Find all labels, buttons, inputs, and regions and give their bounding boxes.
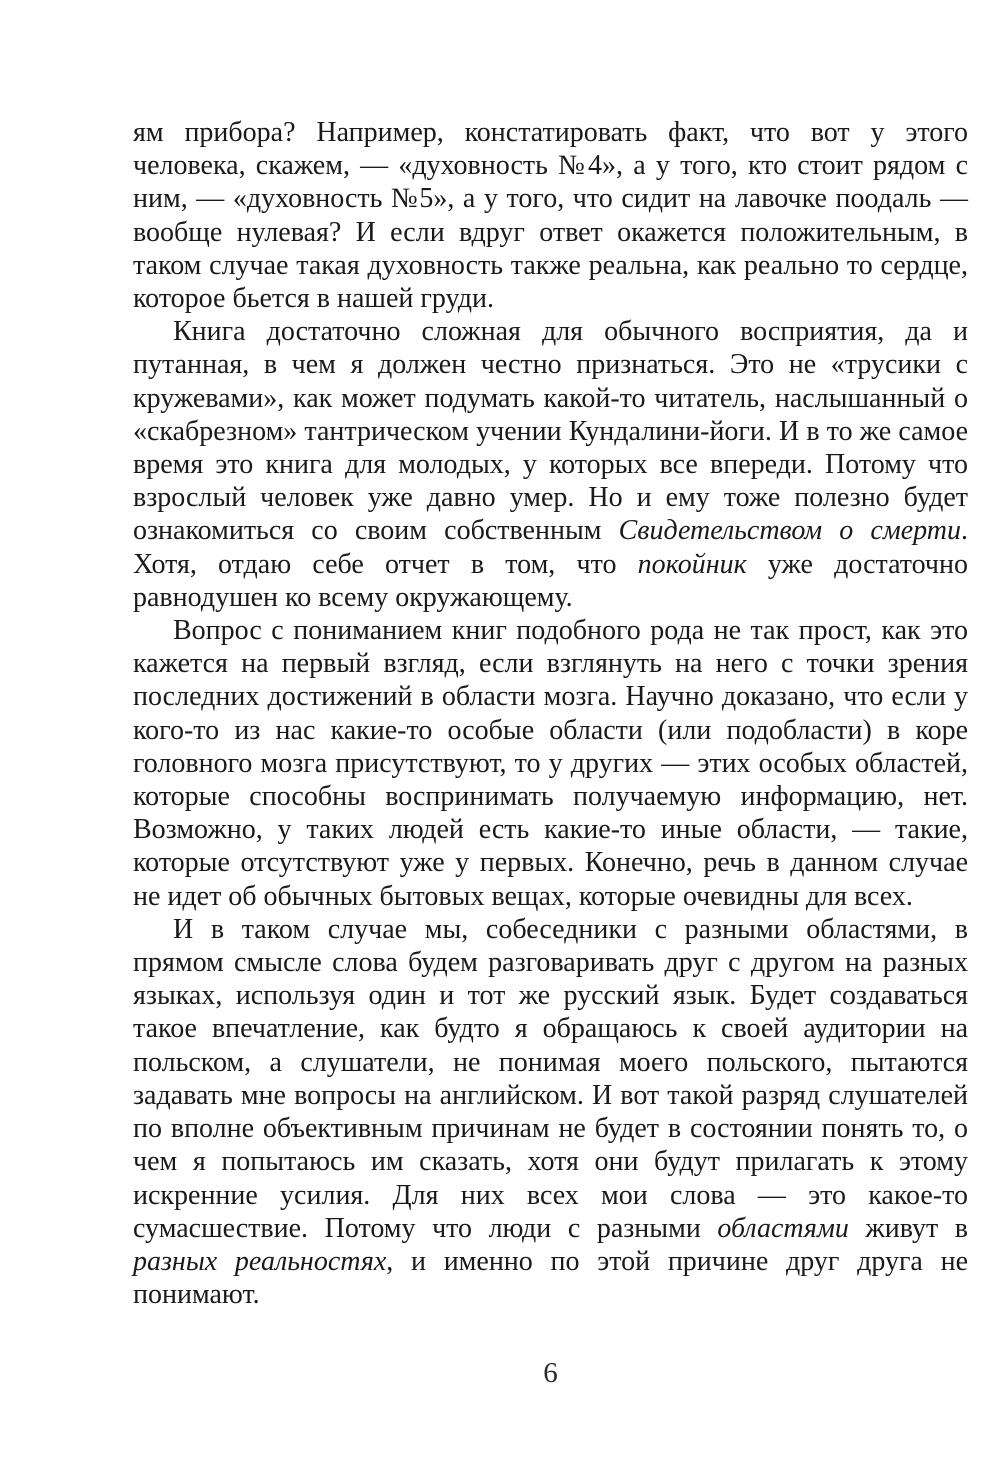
paragraph <box>133 614 968 913</box>
text-run: , и именно по этой причине друг друга не понимают. <box>133 1245 968 1311</box>
text-run: уже достаточно равнодушен ко всему окружающему. <box>133 548 968 613</box>
text-run: ям прибора? Например, констатировать факт, что вот у этого человека, скажем, — «духовность №4», а у того, кто стоит рядом с ним, — «духовность №5», а у того, что сидит на лавочке поодаль — вообще нулевая? И если вдруг ответ окажется положительным, в таком случае такая духовность также реальна, как реально то сердце, которое бьется в нашей груди. <box>133 117 968 315</box>
italic-text-run: покойник <box>637 548 747 580</box>
text-run: живут в <box>848 1212 968 1244</box>
italic-text-run: разных реальностях <box>133 1245 387 1277</box>
paragraph <box>133 116 968 315</box>
text-run: И в таком случае мы, собеседники с разными областями, в прямом смысле слова будем разговаривать друг с другом на разных языках, используя один и тот же русский язык. Будет создаваться такое впечатление, как будто я обращаюсь к своей аудитории на польском, а слушатели, не понимая моего польского, пытаются задавать мне вопросы на английском. И вот такой разряд слушателей по вполне объективным причинам не будет в состоянии понять то, о чем я попытаюсь им сказать, хотя они будут прилагать к этому искренние усилия. Для них всех мои слова — это какое-то сумасшествие. Потому что люди с разными <box>133 913 968 1244</box>
page-number: 6 <box>543 1357 558 1389</box>
text-run: Вопрос с пониманием книг подобного рода не так прост, как это кажется на первый взгляд, если взглянуть на него с точки зрения последних достижений в области мозга. Научно доказано, что если у кого-то из нас какие-то особые области (или подобласти) в коре головного мозга присутствуют, то у других — этих особых областей, которые способны воспринимать получаемую информацию, нет. Возможно, у таких людей есть какие-то иные области, — такие, которые отсутствуют уже у первых. Конечно, речь в данном случае не идет об обычных бытовых вещах, которые очевидны для всех. <box>133 615 968 912</box>
text-run: . Хотя, отдаю себе отчет в том, что <box>133 515 968 580</box>
italic-text-run: областями <box>717 1212 849 1244</box>
page-text <box>133 116 968 1311</box>
italic-text-run: Свидетельством о смерти <box>618 515 961 547</box>
paragraph <box>133 913 968 1311</box>
text-run: Книга достаточно сложная для обычного восприятия, да и путанная, в чем я должен честно признаться. Это не «трусики с кружевами», как может подумать какой-то читатель, наслышанный о «скабрезном» тантрическом учении Кундалини-йоги. И в то же самое время это книга для молодых, у которых все впереди. Потому что взрослый человек уже давно умер. Но и ему тоже полезно будет ознакомиться со своим собственным <box>133 316 968 547</box>
paragraph <box>133 315 968 614</box>
